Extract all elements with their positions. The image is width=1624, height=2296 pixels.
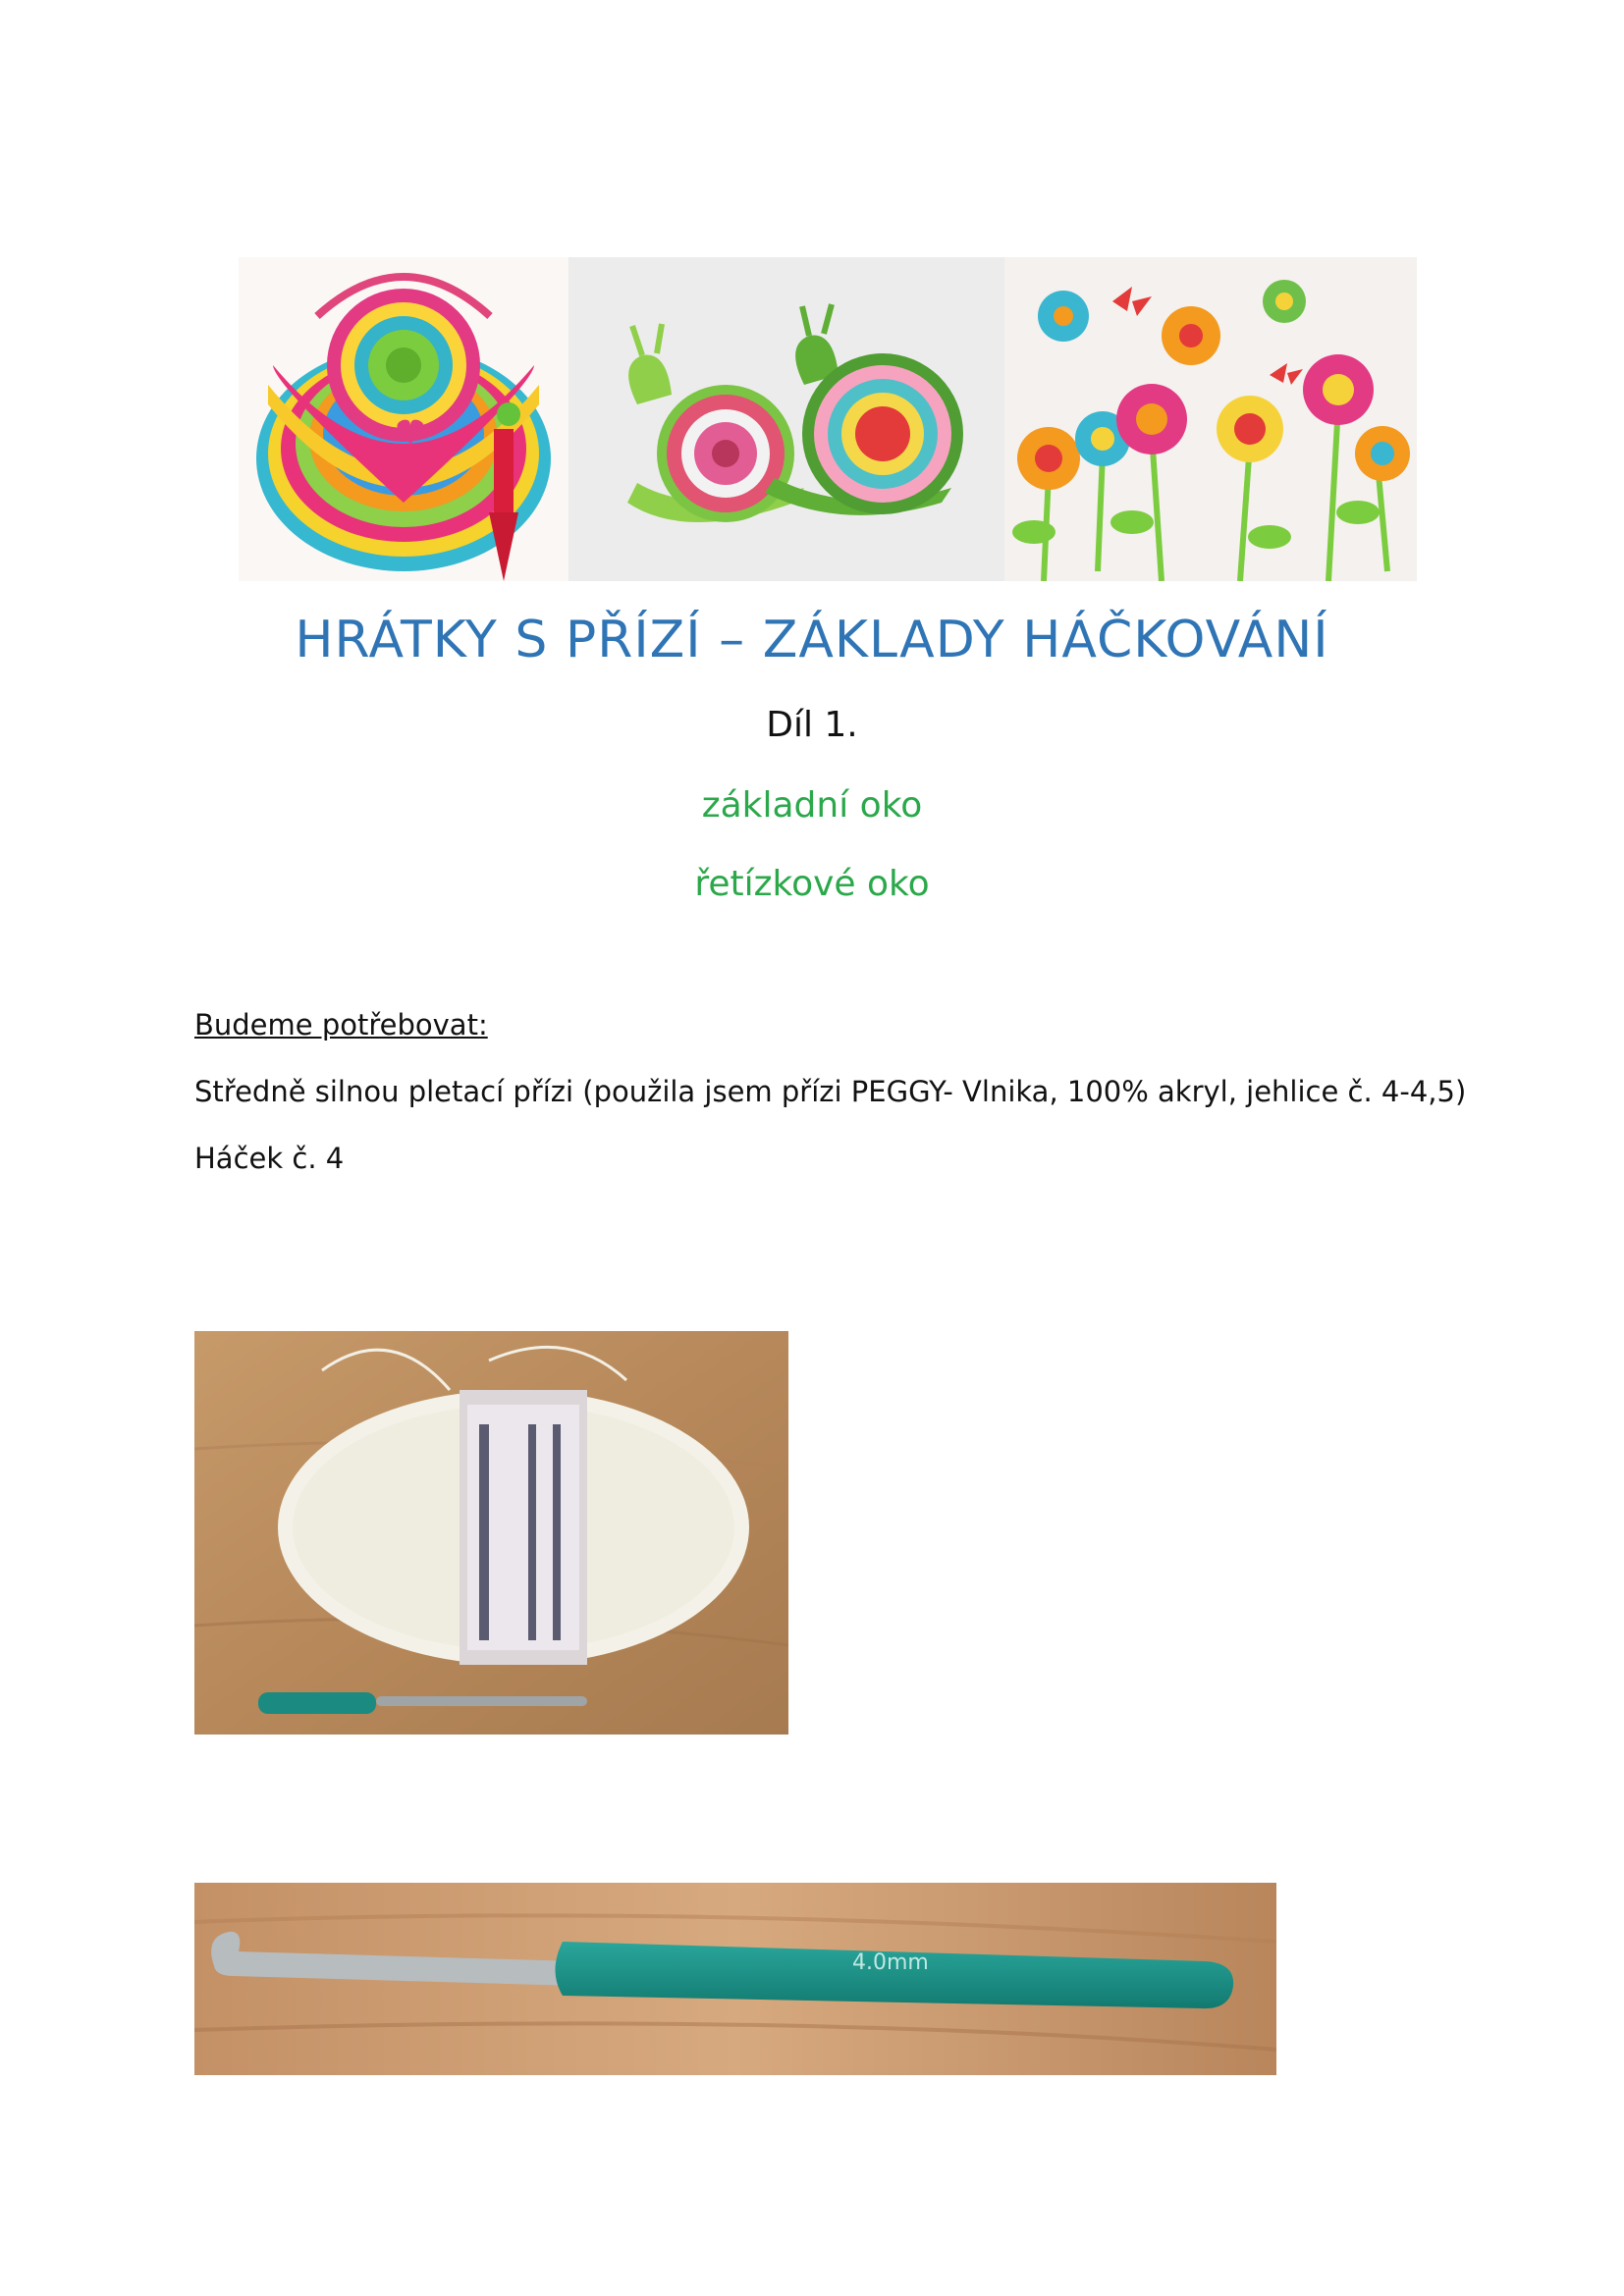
materials-yarn: Středně silnou pletací přízi (použila jsem přízi PEGGY- Vlnika, 100% akryl, jehlice č. 4-4,5) <box>194 1075 1467 1108</box>
topic-2: řetízkové oko <box>694 864 930 904</box>
crochet-snails-image <box>568 257 1004 581</box>
materials-heading: Budeme potřebovat: <box>194 1008 488 1041</box>
crochet-bag-image <box>239 257 568 581</box>
crochet-flowers-image <box>1004 257 1417 581</box>
topic-1: základní oko <box>701 785 923 826</box>
part-number: Díl 1. <box>766 705 858 745</box>
materials-hook: Háček č. 4 <box>194 1142 345 1175</box>
page-title: HRÁTKY S PŘÍZÍ – ZÁKLADY HÁČKOVÁNÍ <box>295 611 1329 669</box>
header-banner <box>239 257 1417 581</box>
hook-size-label: 4.0mm <box>852 1950 929 1975</box>
yarn-ball-with-hook <box>194 1331 788 1735</box>
crochet-hook-closeup <box>194 1883 1276 2075</box>
